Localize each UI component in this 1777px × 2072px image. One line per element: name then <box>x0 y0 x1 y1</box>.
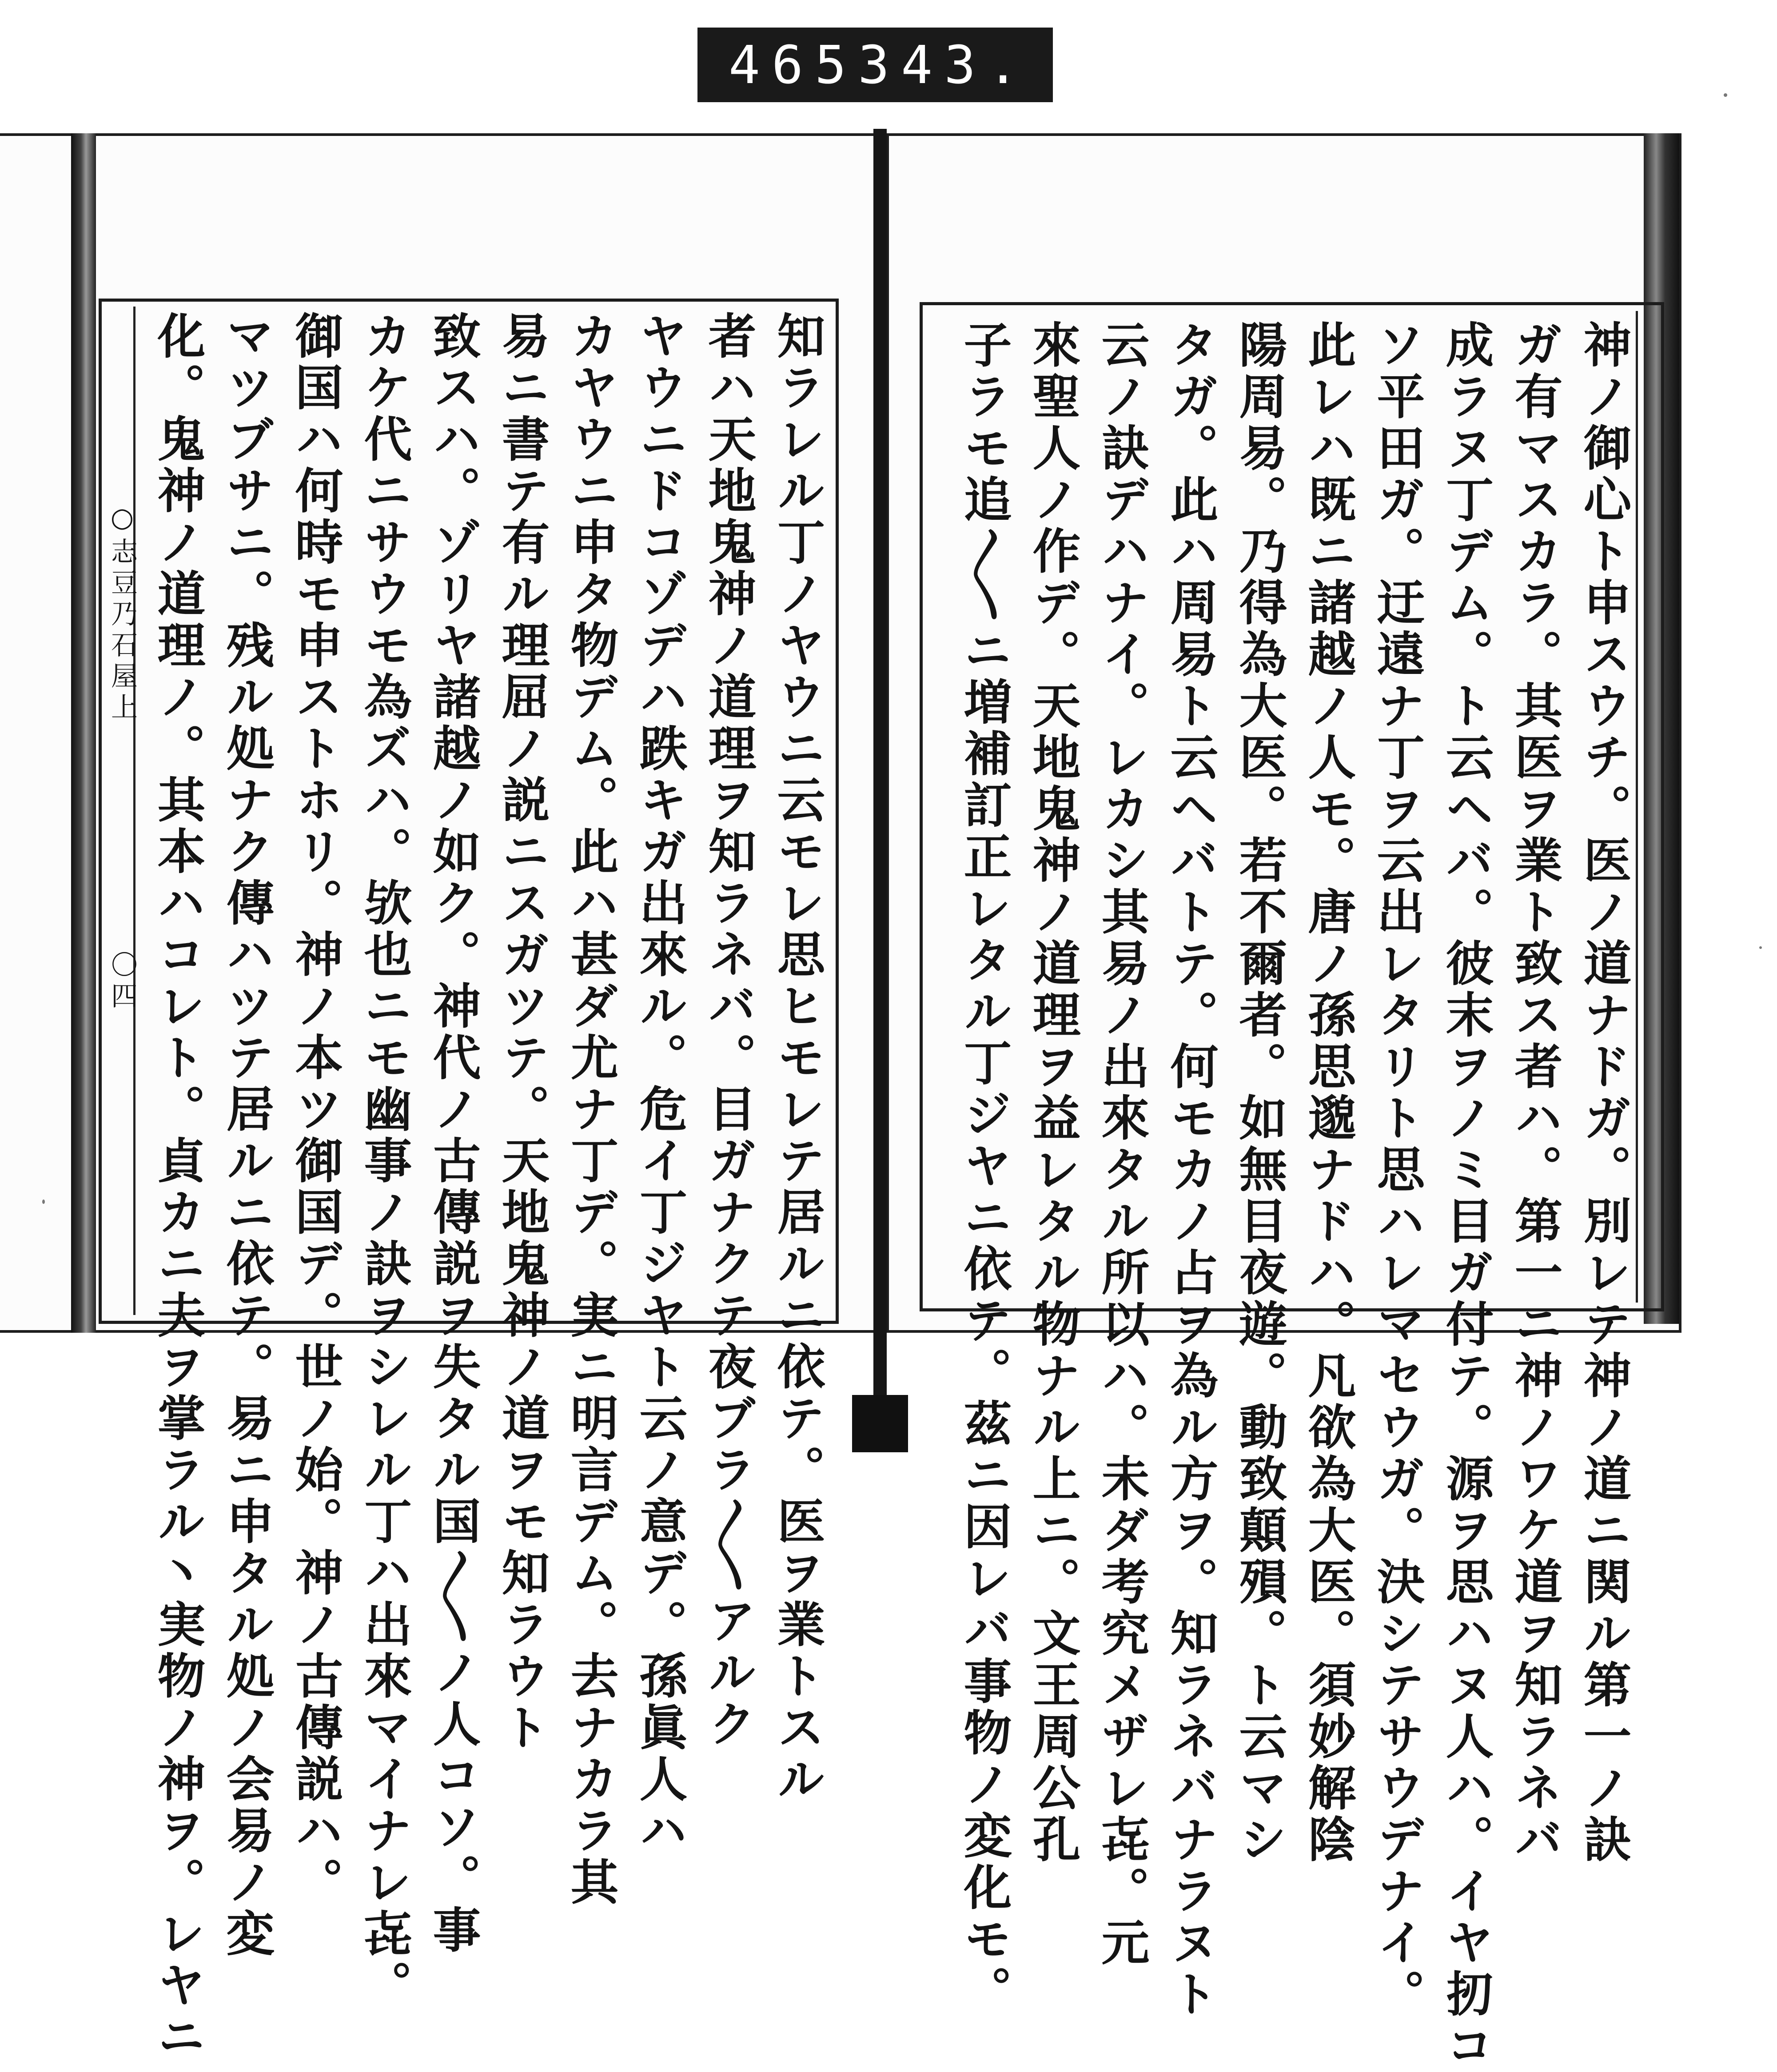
left-column-4: カヤウニ申タ物デム。此ハ甚ダ尤ナ丁デ。実ニ明言デム。去ナカラ其 <box>562 311 618 1909</box>
right-column-2: ガ有マスカラ。其医ヲ業ト致ス者ハ。第一ニ神ノワケ道ヲ知ラネバ <box>1506 320 1562 1866</box>
right-margin-rule <box>1636 311 1638 1303</box>
left-column-8: 御国ハ何時モ申ストホリ。神ノ本ツ御国デ。世ノ始。神ノ古傳説ハ。 <box>287 311 343 1909</box>
call-number-right: 343. <box>858 34 1031 96</box>
right-column-1: 神ノ御心ト申スウチ。医ノ道ナドガ。別レテ神ノ道ニ関ル第一ノ訣 <box>1575 320 1631 1866</box>
spine-foot <box>852 1395 908 1452</box>
left-column-5: 易ニ書テ有ル理屈ノ説ニスガツテ。天地鬼神ノ道ヲモ知ラウト <box>494 311 550 1754</box>
call-number-label <box>697 28 1053 102</box>
left-column-10: 化。鬼神ノ道理ノ。其本ハコレト。貞カニ夫ヲ掌ラル丶実物ノ神ヲ。レヤニ <box>149 311 205 2063</box>
left-column-2: 者ハ天地鬼神ノ道理ヲ知ラネバ。目ガナクテ夜ブラ〳〵アルク <box>700 311 756 1750</box>
call-number-left: 465 <box>729 34 858 96</box>
left-page-edge <box>71 133 96 1333</box>
right-column-4: ソ平田ガ。迂遠ナ丁ヲ云出レタリト思ハレマセウガ。決シテサウデナイ。 <box>1369 320 1425 2020</box>
right-column-8: 云ノ訣デハナイ。レカシ其易ノ出來タル所以ハ。未ダ考究メザレ㐂。元 <box>1093 320 1149 1969</box>
left-column-1: 知ラレル丁ノヤウニ云モレ思ヒモレテ居ルニ依テ。医ヲ業トスル <box>769 311 825 1805</box>
left-column-9: マツブサニ。残ル処ナク傳ハツテ居ルニ依テ。易ニ申タル処ノ会易ノ変 <box>218 311 274 1960</box>
left-column-7: カケ代ニサウモ為ズハ。欤也ニモ幽事ノ訣ヲシレル丁ハ出來マイナレ㐂。 <box>356 311 412 2012</box>
left-column-6: 致スハ。ゾリヤ諸越ノ如ク。神代ノ古傳説ヲ失タル国〳〵ノ人コソ。事 <box>425 311 481 1956</box>
right-column-7: タガ。此ハ周易ト云ヘバトテ。何モカノ占ヲ為ル方ヲ。知ラネバナラヌト <box>1162 320 1218 2020</box>
left-column-3: ヤウニドコゾデハ跌キガ出來ル。危イ丁ジヤト云ノ意デ。孫眞人ハ <box>631 311 687 1857</box>
right-column-6: 陽周易。乃得為大医。若不爾者。如無目夜遊。動致顛殞。ト云マシ <box>1231 320 1287 1866</box>
running-title: ○志豆乃石屋上 <box>107 502 138 724</box>
scan-speck <box>1759 946 1762 949</box>
page-number: 〇四 <box>107 951 138 1013</box>
right-column-9: 來聖人ノ作デ。天地鬼神ノ道理ヲ益レタル物ナル上ニ。文王周公孔 <box>1024 320 1080 1866</box>
scan-speck <box>42 1199 45 1204</box>
scan-speck <box>1724 93 1727 97</box>
right-column-5: 此レハ既ニ諸越ノ人モ。唐ノ孫思邈ナドハ。凡欲為大医。須妙解陰 <box>1300 320 1356 1866</box>
right-column-10: 子ラモ追〳〵ニ増補訂正レタル丁ジヤニ依テ。茲ニ因レバ事物ノ変化モ。 <box>956 320 1012 2017</box>
book-spine <box>873 129 887 1444</box>
left-margin-rule <box>133 307 135 1315</box>
right-column-3: 成ラヌ丁デム。ト云ヘバ。彼末ヲノミ目ガ付テ。源ヲ思ハヌ人ハ。イヤ扨コ <box>1438 320 1494 2072</box>
